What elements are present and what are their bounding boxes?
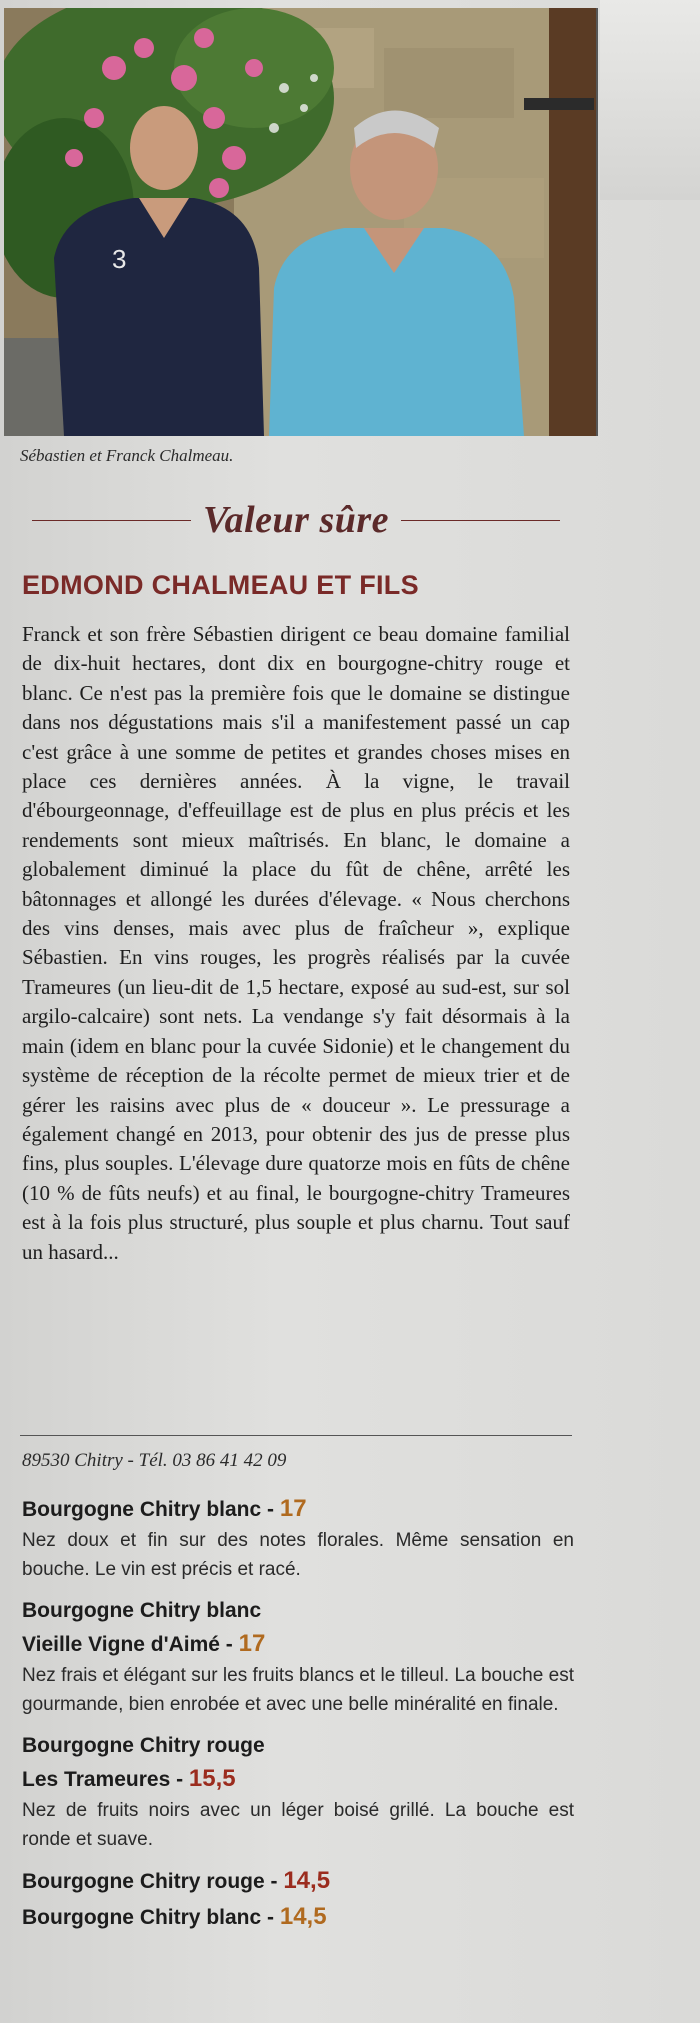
photo-illustration: [4, 8, 596, 436]
wine-name-line2: Vieille Vigne d'Aimé -: [22, 1633, 239, 1656]
domain-name: EDMOND CHALMEAU ET FILS: [22, 570, 419, 600]
divider: [20, 1435, 572, 1436]
wine-item: [22, 1729, 574, 1854]
portrait-photo: [4, 8, 598, 436]
wine-name-line1: Bourgogne Chitry rouge: [22, 1734, 265, 1757]
wine-name-line1: Bourgogne Chitry blanc -: [22, 1498, 280, 1521]
wine-note: Nez doux et fin sur des notes florales. Même sensation en bouche. Le vin est précis et racé.: [22, 1530, 574, 1580]
wine-score: 17: [279, 1495, 307, 1522]
wine-score: 15,5: [188, 1765, 236, 1792]
wine-note: Nez de fruits noirs avec un léger boisé grillé. La bouche est ronde et suave.: [22, 1800, 574, 1850]
article-paragraph: Franck et son frère Sébastien dirigent ce beau domaine familial de dix-huit hectares, dont dix en bourgogne-chitry rouge et blanc. Ce n'est pas la première fois que le domaine se distingue dans nos dégustations mais s'il a manifestement passé un cap c'est grâce à une somme de petites et grandes choses mises en place ces dernières années. À la vigne, le travail d'ébourgeonnage, d'effeuillage est de plus en plus précis et les rendements sont mieux maîtrisés. En blanc, le domaine a globalement diminué la place du fût de chêne, arrêté les bâtonnages et allongé les durées d'élevage. « Nous cherchons des vins denses, mais avec plus de fraîcheur », explique Sébastien. En vins rouges, les progrès réalisés par la cuvée Trameures (un lieu-dit de 1,5 hectare, exposé au sud-est, sur sol argilo-calcaire) sont nets. La vendange s'y fait désormais à la main (idem en blanc pour la cuvée Sidonie) et le changement du système de réception de la récolte permet de mieux trier et de gérer les raisins avec plus de « douceur ». Le pressurage a également changé en 2013, pour obtenir des jus de presse plus fins, plus souples. L'élevage dure quatorze mois en fûts de chêne (10 % de fûts neufs) et au final, le bourgogne-chitry Trameures est à la fois plus structuré, plus souple et plus charnu. Tout sauf un hasard...: [22, 622, 570, 1264]
wine-name-line1: Bourgogne Chitry blanc -: [22, 1906, 280, 1929]
wine-name-line2: Les Trameures -: [22, 1768, 189, 1791]
contact-address: 89530 Chitry - Tél. 03 86 41 42 09: [22, 1450, 287, 1471]
section-heading: [20, 494, 572, 546]
wine-name: [22, 1762, 574, 1796]
wine-score: 14,5: [279, 1903, 327, 1930]
wine-name-line1: Bourgogne Chitry blanc: [22, 1599, 262, 1622]
wine-item: [22, 1594, 574, 1719]
wine-name: [22, 1492, 574, 1526]
wine-name: [22, 1900, 574, 1934]
photo-caption: Sébastien et Franck Chalmeau.: [20, 446, 234, 465]
heading-rule-left: [32, 520, 191, 521]
page-edge-shadow: [600, 0, 700, 200]
heading-rule-right: [401, 520, 560, 521]
wine-list: [22, 1492, 574, 1944]
wine-score: 14,5: [283, 1867, 331, 1894]
wine-name: [22, 1864, 574, 1898]
wine-note: Nez frais et élégant sur les fruits blancs et le tilleul. La bouche est gourmande, bien enrobée et avec une belle minéralité en finale.: [22, 1665, 574, 1715]
wine-item: [22, 1864, 574, 1898]
wine-name-line1: Bourgogne Chitry rouge -: [22, 1870, 284, 1893]
shirt-number: 3: [112, 244, 127, 274]
wine-item: [22, 1492, 574, 1584]
wine-score: 17: [238, 1630, 266, 1657]
section-title: Valeur sûre: [202, 499, 390, 541]
article-body: [22, 620, 570, 1267]
wine-name: [22, 1627, 574, 1661]
wine-item: [22, 1900, 574, 1934]
